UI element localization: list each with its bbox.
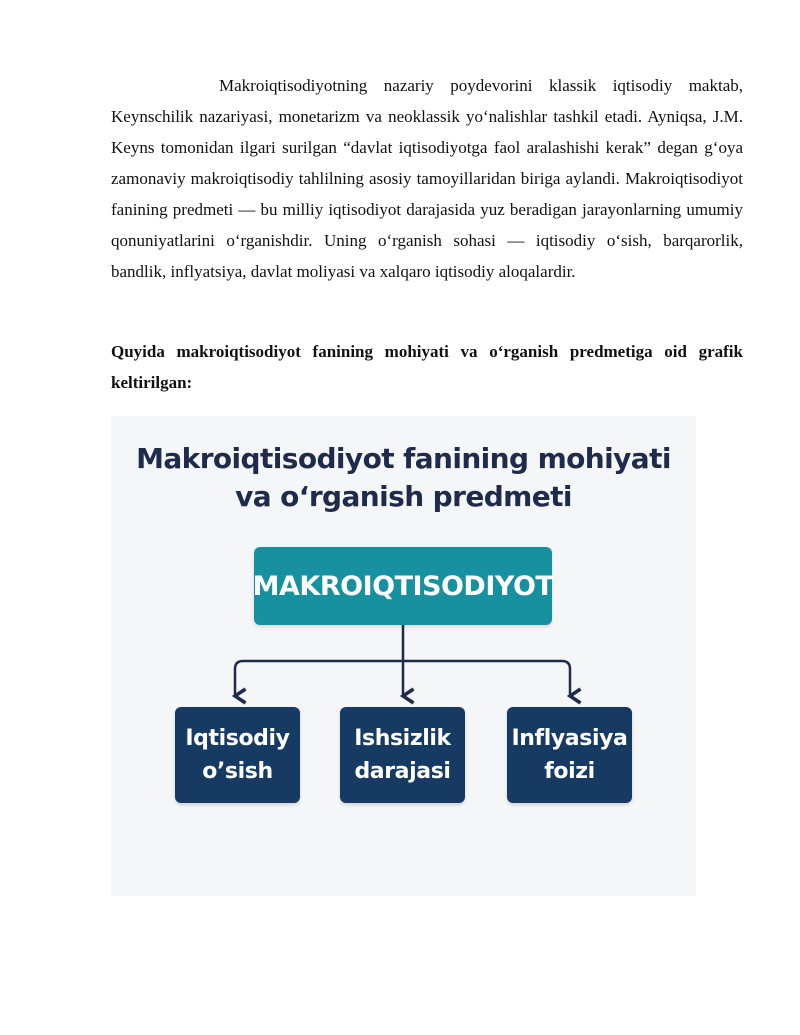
- child-node-inflation-rate: [507, 707, 632, 803]
- diagram-connectors: [111, 416, 696, 896]
- child-node-label-line1: Inflyasiya: [511, 726, 628, 751]
- diagram-title-line2: va o‘rganish predmeti: [235, 480, 572, 513]
- connector-right: [403, 661, 570, 696]
- child-node-label-line1: Ishsizlik: [354, 726, 451, 751]
- child-node-label-line2: foizi: [544, 759, 595, 784]
- diagram-figure: [111, 416, 696, 896]
- body-paragraph: Makroiqtisodiyotning nazariy poydevorini klassik iqtisodiy maktab, Keynschilik nazariyasi, monetarizm va neoklassik yo‘nalishlar tashkil etadi. Ayniqsa, J.M. Keyns tomonidan ilgari surilgan “davlat iqtisodiyotga faol aralashishi kerak” degan g‘oya zamonaviy makroiqtisodiy tahlilning asosiy tamoyillaridan biriga aylandi. Makroiqtisodiyot fanining predmeti — bu milliy iqtisodiyot darajasida yuz beradigan jarayonlarning umumiy qonuniyatlarini o‘rganishdir. Uning o‘rganish sohasi — iqtisodiy o‘sish, barqarorlik, bandlik, inflyatsiya, davlat moliyasi va xalqaro iqtisodiy aloqalardir.: [111, 76, 743, 281]
- child-node-label-line2: darajasi: [354, 759, 451, 784]
- child-node-label-line1: Iqtisodiy: [185, 726, 290, 751]
- child-node-economic-growth: [175, 707, 300, 803]
- figure-caption: Quyida makroiqtisodiyot fanining mohiyati va o‘rganish predmetiga oid grafik keltirilgan:: [111, 342, 743, 392]
- diagram-title-line1: Makroiqtisodiyot fanining mohiyati: [136, 442, 671, 475]
- child-node-unemployment-rate: [340, 707, 465, 803]
- connector-left: [235, 661, 403, 696]
- child-node-label-line2: o’sish: [202, 759, 273, 784]
- root-node: MAKROIQTISODIYOT: [254, 547, 552, 625]
